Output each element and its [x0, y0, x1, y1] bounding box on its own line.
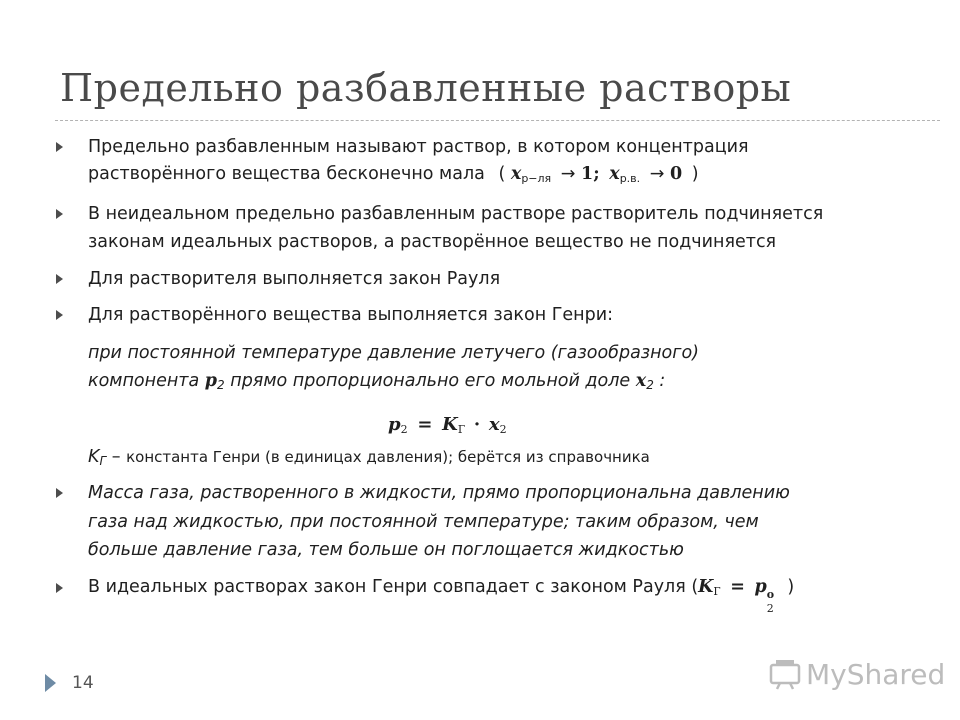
watermark-text: MyShared: [806, 657, 946, 691]
bullet-marker: [56, 142, 63, 152]
bullet-marker: [56, 583, 63, 593]
henry-constant-definition: KГ – константа Генри (в единицах давления); берётся из справочника: [88, 447, 650, 468]
footer-triangle-icon: [45, 674, 56, 692]
page-number: 14: [72, 673, 94, 693]
bullet-1-line-1: Предельно разбавленным называют раствор, в котором концентрация: [88, 137, 749, 157]
bullet-2-line-2: законам идеальных растворов, а растворённое вещество не подчиняется: [88, 232, 777, 252]
bullet-5-line-2: газа над жидкостью, при постоянной температуре; таким образом, чем: [88, 512, 759, 532]
slide-title: Предельно разбавленные растворы: [60, 66, 792, 110]
bullet-1-text: растворённого вещества бесконечно мала: [88, 164, 485, 184]
henry-description-line-2: компонента p2 прямо пропорционально его мольной доле x2 :: [88, 371, 666, 392]
bullet-5-line-3: больше давление газа, тем больше он поглощается жидкостью: [88, 540, 684, 560]
bullet-marker: [56, 488, 63, 498]
henry-law-formula: $p_2 = K_Г \cdot x_2$: [388, 414, 507, 436]
bullet-6: В идеальных растворах закон Генри совпадает с законом Рауля ($K_Г = p$ o 2 ): [88, 577, 795, 615]
bullet-marker: [56, 209, 63, 219]
projector-board-icon: [768, 657, 802, 691]
watermark-logo: [768, 656, 945, 692]
bullet-1-line-2: [88, 162, 699, 191]
henry-description-line-1: при постоянной температуре давление летучего (газообразного): [88, 343, 699, 363]
title-divider: [55, 120, 940, 121]
bullet-5-line-1: Масса газа, растворенного в жидкости, прямо пропорциональна давлению: [88, 483, 790, 503]
bullet-2-line-1: В неидеальном предельно разбавленным растворе растворитель подчиняется: [88, 204, 824, 224]
bullet-3: Для растворителя выполняется закон Рауля: [88, 269, 501, 289]
bullet-4: Для растворённого вещества выполняется закон Генри:: [88, 305, 613, 325]
bullet-marker: [56, 310, 63, 320]
bullet-marker: [56, 274, 63, 284]
concentration-formula: ( $x_{р-ля} \to 1$; $x_{р.в.} \to 0$ ): [498, 164, 699, 185]
